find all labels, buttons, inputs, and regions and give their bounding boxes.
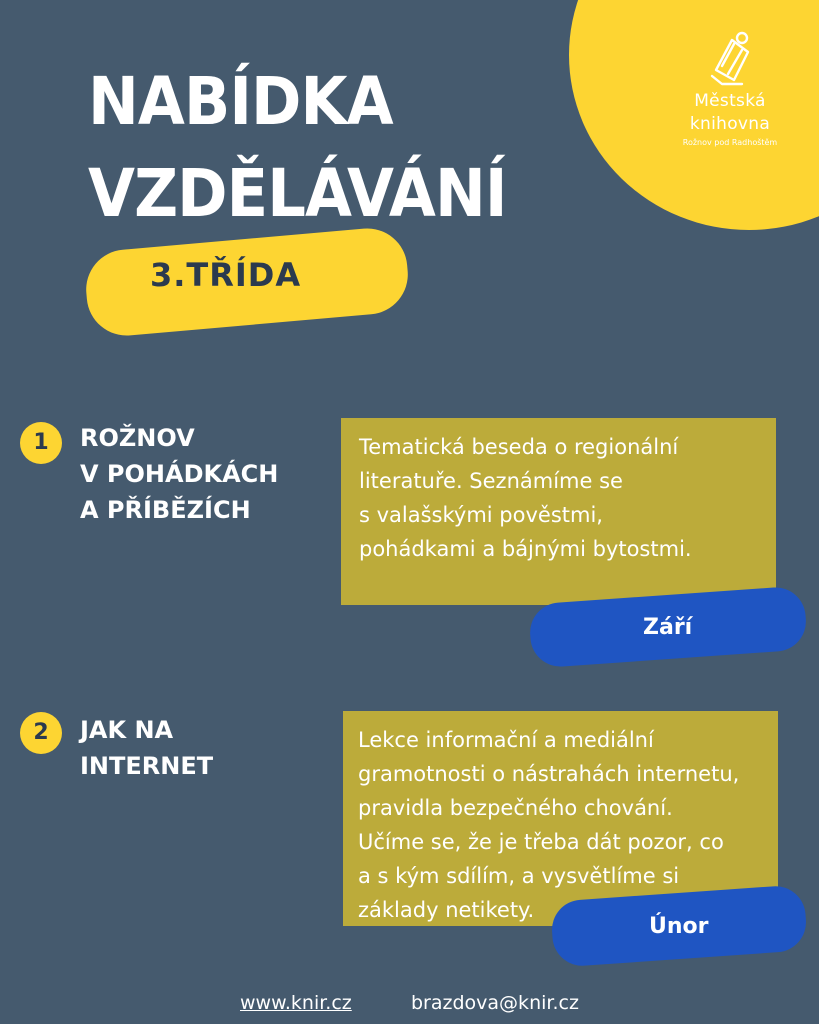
logo-subtitle: Rožnov pod Radhoštěm — [682, 138, 778, 147]
description-line: literatuře. Seznámíme se — [359, 469, 623, 493]
book-person-icon — [702, 30, 758, 88]
description-line: gramotnosti o nástrahách internetu, — [358, 762, 740, 786]
month-label: Únor — [649, 913, 709, 939]
grade-label: 3.TŘÍDA — [150, 256, 302, 294]
item-title — [80, 712, 213, 784]
logo-name-line1: Městská — [694, 91, 766, 111]
logo-name-line2: knihovna — [689, 114, 771, 134]
item-title-line: A PŘÍBĚZÍCH — [80, 496, 251, 524]
description-line: Lekce informační a mediální — [358, 728, 654, 752]
item-title-line: JAK NA — [80, 716, 174, 744]
description-line: pravidla bezpečného chování. — [358, 796, 673, 820]
item-title-line: ROŽNOV — [80, 424, 195, 452]
item-number-badge: 2 — [20, 712, 62, 754]
description-line: pohádkami a bájnými bytostmi. — [359, 537, 692, 561]
item-title-line: INTERNET — [80, 752, 214, 780]
footer-website[interactable] — [240, 992, 352, 1014]
description-line: Tematická beseda o regionální — [359, 435, 679, 459]
item-number-badge: 1 — [20, 422, 62, 464]
title-line2: VZDĚLÁVÁNÍ — [88, 155, 507, 232]
footer-email[interactable]: brazdova@knir.cz — [411, 992, 579, 1014]
item-title — [80, 420, 278, 528]
description-line: a s kým sdílím, a vysvětlíme si — [358, 864, 680, 888]
description-line: s valašskými pověstmi, — [359, 503, 603, 527]
website-link[interactable]: www.knir.cz — [240, 992, 352, 1014]
description-line: Učíme se, že je třeba dát pozor, co — [358, 830, 724, 854]
library-logo — [680, 30, 780, 148]
item-title-line: V POHÁDKÁCH — [80, 460, 279, 488]
description-line: základy netikety. — [358, 898, 535, 922]
month-label: Září — [643, 614, 693, 640]
page-title — [88, 56, 507, 240]
title-line1: NABÍDKA — [88, 63, 393, 140]
item-description — [341, 418, 776, 605]
